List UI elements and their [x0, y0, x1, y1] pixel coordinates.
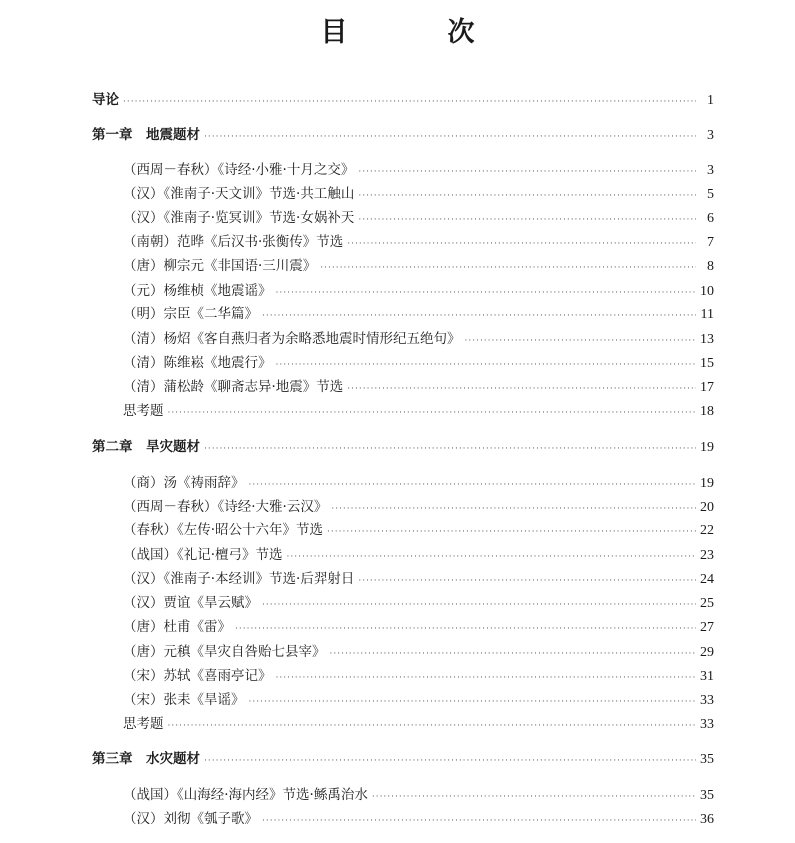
toc-chapter-entry	[92, 91, 714, 111]
entry-title: 第一章 地震题材	[92, 127, 200, 143]
page-number: 8	[707, 259, 714, 274]
toc-entry	[123, 209, 714, 229]
entry-title: （西周－春秋）《诗经·小雅·十月之交》	[123, 162, 355, 178]
toc-questions-entry	[123, 715, 714, 735]
leader-dots	[204, 752, 696, 770]
toc-entry	[123, 305, 714, 325]
leader-dots	[327, 523, 696, 541]
toc-entry	[123, 691, 714, 711]
page-number: 35	[700, 752, 714, 767]
page-number: 17	[700, 380, 714, 395]
toc-entry	[123, 185, 714, 205]
page-number: 19	[700, 440, 714, 455]
leader-dots	[465, 332, 697, 350]
leader-dots	[276, 284, 697, 302]
page-number: 18	[700, 404, 714, 419]
entry-title: （汉）《淮南子·本经训》节选·后羿射日	[123, 571, 355, 587]
toc-entry	[123, 618, 714, 638]
toc-entry	[123, 161, 714, 181]
page-number: 15	[700, 356, 714, 371]
page-number: 1	[707, 93, 714, 108]
page-number: 27	[700, 620, 714, 635]
entry-title: （商）汤《祷雨辞》	[123, 475, 245, 491]
entry-title: 导论	[92, 92, 119, 108]
entry-title: （南朝）范晔《后汉书·张衡传》节选	[123, 234, 344, 250]
entry-title: （清）陈维崧《地震行》	[123, 355, 272, 371]
leader-dots	[262, 812, 696, 830]
toc-entry	[123, 643, 714, 663]
page-number: 35	[700, 788, 714, 803]
toc-chapter-entry	[92, 438, 714, 458]
title-char-1: 目	[320, 17, 348, 48]
toc-entry	[123, 594, 714, 614]
leader-dots	[262, 307, 696, 325]
toc-entry	[123, 810, 714, 830]
page-number: 6	[707, 211, 714, 226]
toc-entry	[123, 667, 714, 687]
leader-dots	[347, 380, 696, 398]
toc-entry	[123, 498, 714, 518]
leader-dots	[204, 128, 696, 146]
page-number: 36	[700, 812, 714, 827]
leader-dots	[123, 93, 696, 111]
entry-title: （战国）《礼记·檀弓》节选	[123, 547, 283, 563]
toc-entry	[123, 521, 714, 541]
page-number: 7	[707, 235, 714, 250]
toc-entry	[123, 378, 714, 398]
leader-dots	[276, 669, 697, 687]
entry-title: （战国）《山海经·海内经》节选·鲧禹治水	[123, 787, 368, 803]
toc-entry	[123, 786, 714, 806]
leader-dots	[249, 693, 697, 711]
leader-dots	[168, 404, 697, 422]
entry-title: （宋）张耒《旱谣》	[123, 692, 245, 708]
toc-entry	[123, 330, 714, 350]
toc-entry	[123, 282, 714, 302]
toc-entry	[123, 474, 714, 494]
toc-entry	[123, 354, 714, 374]
entry-title: （汉）《淮南子·天文训》节选·共工触山	[123, 186, 355, 202]
leader-dots	[358, 211, 696, 229]
page-number: 20	[700, 500, 714, 515]
leader-dots	[168, 717, 697, 735]
entry-title: （唐）元稹《旱灾自咎贻七县宰》	[123, 644, 326, 660]
title-char-2: 次	[447, 17, 475, 48]
page-number: 22	[700, 523, 714, 538]
entry-title: （唐）柳宗元《非国语·三川震》	[123, 258, 317, 274]
leader-dots	[347, 235, 696, 253]
toc-chapter-entry	[92, 126, 714, 146]
leader-dots	[358, 572, 696, 590]
page-number: 3	[707, 163, 714, 178]
leader-dots	[372, 788, 696, 806]
leader-dots	[358, 187, 696, 205]
page-number: 10	[700, 284, 714, 299]
leader-dots	[235, 620, 696, 638]
page-title	[0, 10, 795, 49]
page-number: 33	[700, 717, 714, 732]
page-number: 5	[707, 187, 714, 202]
entry-title: 第二章 旱灾题材	[92, 439, 200, 455]
toc-entry	[123, 233, 714, 253]
page-number: 19	[700, 476, 714, 491]
page-number: 31	[700, 669, 714, 684]
leader-dots	[320, 259, 696, 277]
leader-dots	[330, 645, 697, 663]
leader-dots	[262, 596, 696, 614]
leader-dots	[204, 440, 696, 458]
page-number: 23	[700, 548, 714, 563]
entry-title: （西周－春秋）《诗经·大雅·云汉》	[123, 499, 328, 515]
toc-entry	[123, 546, 714, 566]
leader-dots	[276, 356, 697, 374]
entry-title: 思考题	[123, 403, 164, 419]
toc-entry	[123, 257, 714, 277]
entry-title: （汉）《淮南子·览冥训》节选·女娲补天	[123, 210, 355, 226]
leader-dots	[358, 163, 696, 181]
page-number: 25	[700, 596, 714, 611]
entry-title: （元）杨维桢《地震谣》	[123, 283, 272, 299]
page-number: 24	[700, 572, 714, 587]
entry-title: （唐）杜甫《雷》	[123, 619, 231, 635]
entry-title: （汉）贾谊《旱云赋》	[123, 595, 258, 611]
entry-title: （宋）苏轼《喜雨亭记》	[123, 668, 272, 684]
page-number: 11	[700, 307, 714, 322]
toc-chapter-entry	[92, 750, 714, 770]
leader-dots	[249, 476, 697, 494]
leader-dots	[287, 548, 696, 566]
page-number: 33	[700, 693, 714, 708]
page-number: 29	[700, 645, 714, 660]
page-number: 13	[700, 332, 714, 347]
entry-title: （明）宗臣《二华篇》	[123, 306, 258, 322]
leader-dots	[331, 500, 696, 518]
entry-title: （春秋）《左传·昭公十六年》节选	[123, 522, 324, 538]
entry-title: 第三章 水灾题材	[92, 751, 200, 767]
page-number: 3	[707, 128, 714, 143]
toc-questions-entry	[123, 402, 714, 422]
toc-entry	[123, 570, 714, 590]
entry-title: （清）蒲松龄《聊斋志异·地震》节选	[123, 379, 344, 395]
entry-title: （清）杨炤《客自燕归者为余略悉地震时情形纪五绝句》	[123, 331, 461, 347]
entry-title: 思考题	[123, 716, 164, 732]
entry-title: （汉）刘彻《瓠子歌》	[123, 811, 258, 827]
